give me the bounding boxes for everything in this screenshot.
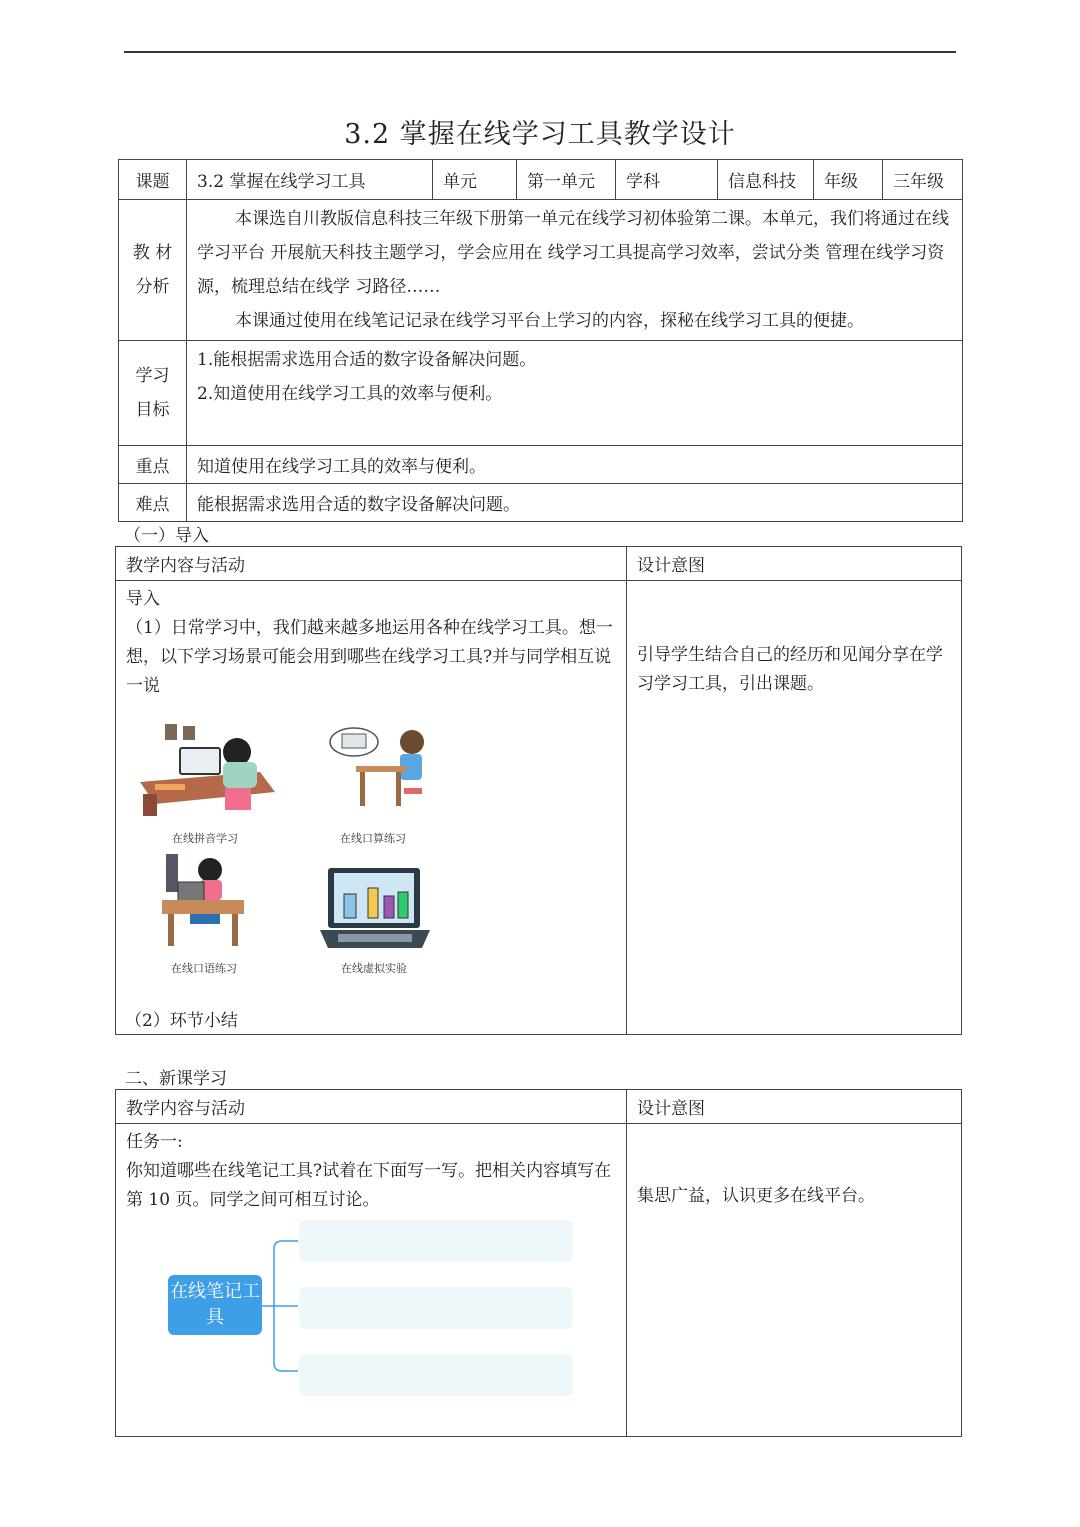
grade-value: 三年级 (883, 160, 963, 200)
pinyin-learning-illustration (135, 722, 280, 822)
difficulty-label: 难点 (119, 484, 187, 522)
analysis-content (187, 200, 963, 341)
section2-intent: 集思广益，认识更多在线平台。 (627, 1124, 962, 1437)
section2-col-intent: 设计意图 (627, 1090, 962, 1124)
analysis-paragraph-2: 本课通过使用在线笔记记录在线学习平台上学习的内容，探秘在线学习工具的便捷。 (235, 311, 864, 331)
section1-summary: （2）环节小结 (125, 1011, 238, 1031)
topic-value: 3.2 掌握在线学习工具 (187, 160, 433, 200)
task-label: 任务一: (126, 1132, 183, 1152)
unit-label: 单元 (433, 160, 517, 200)
analysis-label: 教 材 分析 (119, 200, 187, 341)
goals-content (187, 341, 963, 446)
grade-label: 年级 (814, 160, 883, 200)
goal-item: 1.能根据需求选用合适的数字设备解决问题。 (197, 350, 537, 370)
subject-value: 信息科技 (718, 160, 814, 200)
goal-item: 2.知道使用在线学习工具的效率与便利。 (197, 384, 503, 404)
unit-value: 第一单元 (517, 160, 616, 200)
topic-label: 课题 (119, 160, 187, 200)
goals-label: 学习 目标 (119, 341, 187, 446)
difficulty-value: 能根据需求选用合适的数字设备解决问题。 (187, 484, 963, 522)
section1-intent: 引导学生结合自己的经历和见闻分享在学习学习工具，引出课题。 (627, 581, 962, 1035)
section2-col-content: 教学内容与活动 (116, 1090, 627, 1124)
intro-text: （1）日常学习中，我们越来越多地运用各种在线学习工具。想一想，以下学习场景可能会用到哪些在线学习工具?并与同学相互说一说 (126, 618, 613, 696)
mind-map-blank-2[interactable] (299, 1287, 573, 1329)
section2-heading: 二、新课学习 (125, 1069, 227, 1089)
page-title: 3.2 掌握在线学习工具教学设计 (344, 119, 736, 150)
section1-col-content: 教学内容与活动 (116, 547, 627, 581)
mind-map-blank-1[interactable] (299, 1220, 573, 1262)
caption-lab: 在线虚拟实验 (341, 962, 407, 975)
caption-pinyin: 在线拼音学习 (172, 832, 238, 845)
key-label: 重点 (119, 446, 187, 484)
section1-heading: （一）导入 (124, 526, 209, 546)
analysis-paragraph-1: 本课选自川教版信息科技三年级下册第一单元在线学习初体验第二课。本单元，我们将通过在线学习平台 开展航天科技主题学习，学会应用在 线学习工具提高学习效率，尝试分类 管理在线学习资源，梳理总结在线学 习路径…… (197, 209, 949, 297)
math-practice-illustration (326, 724, 436, 812)
virtual-lab-illustration (318, 864, 432, 954)
key-value: 知道使用在线学习工具的效率与便利。 (187, 446, 963, 484)
caption-oral: 在线口语练习 (171, 962, 237, 975)
caption-math: 在线口算练习 (340, 832, 406, 845)
mind-map-center: 在线笔记工具 (168, 1275, 262, 1335)
oral-practice-illustration (160, 852, 250, 948)
section1-col-intent: 设计意图 (627, 547, 962, 581)
intro-subheading: 导入 (126, 589, 160, 609)
mind-map-blank-3[interactable] (299, 1354, 573, 1396)
task-text: 你知道哪些在线笔记工具?试着在下面写一写。把相关内容填写在第 10 页。同学之间可相互讨论。 (126, 1161, 612, 1210)
mind-map-connectors (260, 1236, 302, 1376)
header-rule (124, 51, 956, 53)
info-table (118, 159, 963, 522)
subject-label: 学科 (616, 160, 718, 200)
